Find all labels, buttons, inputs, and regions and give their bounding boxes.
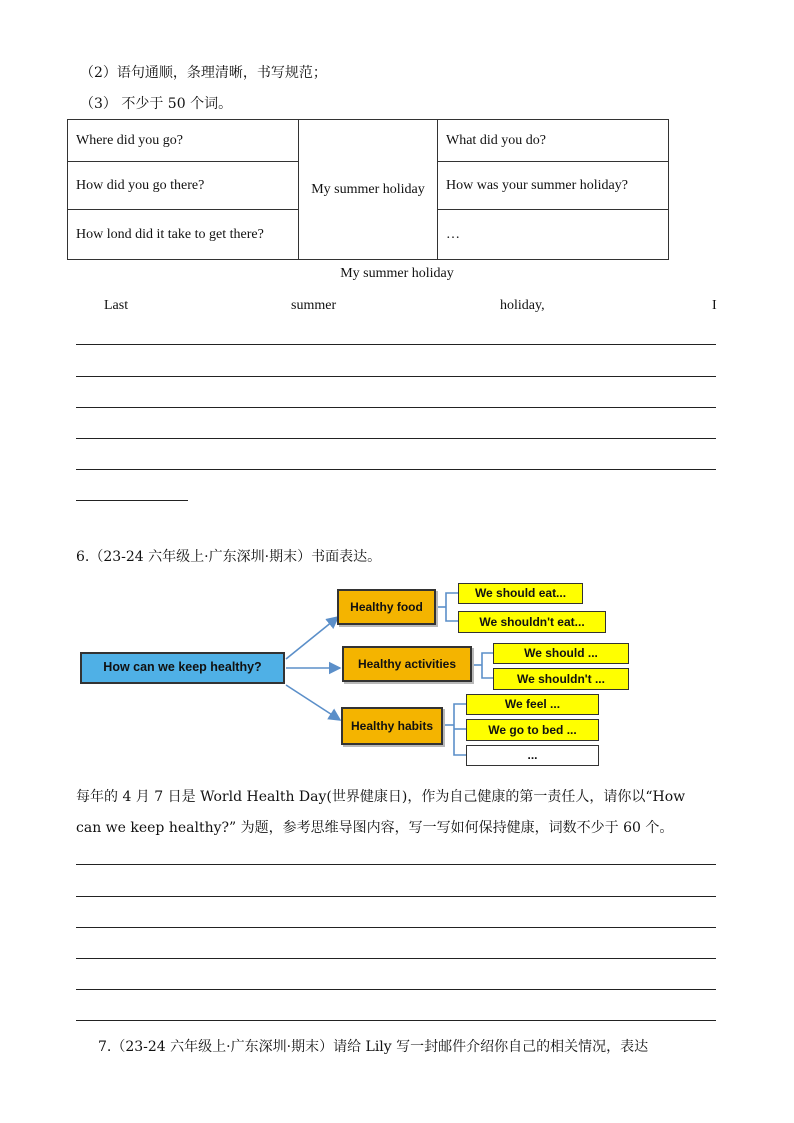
writing-line[interactable]	[76, 376, 716, 377]
question-6-heading: 6.（23-24 六年级上·广东深圳·期末）书面表达。	[76, 549, 382, 565]
table-cell: What did you do?	[438, 120, 669, 162]
starter-word: holiday,	[500, 298, 545, 313]
leaf-node: We should ...	[493, 643, 629, 664]
essay-title: My summer holiday	[340, 266, 454, 281]
writing-line[interactable]	[76, 344, 716, 345]
table-cell: How was your summer holiday?	[438, 162, 669, 210]
writing-line[interactable]	[76, 469, 716, 470]
branch-healthy-food: Healthy food	[337, 589, 436, 625]
mind-map-root: How can we keep healthy?	[80, 652, 285, 684]
writing-line[interactable]	[76, 438, 716, 439]
branch-healthy-activities: Healthy activities	[342, 646, 472, 682]
table-cell: How did you go there?	[68, 162, 299, 210]
writing-line-short[interactable]	[76, 500, 188, 501]
writing-line[interactable]	[76, 864, 716, 865]
leaf-node: ...	[466, 745, 599, 766]
writing-line[interactable]	[76, 1020, 716, 1021]
starter-word: Last	[104, 298, 129, 313]
question-6-prompt-line-2: can we keep healthy?” 为题，参考思维导图内容，写一写如何保持健康，词数不少于 60 个。	[76, 820, 674, 836]
branch-healthy-habits: Healthy habits	[341, 707, 443, 745]
requirement-2: （2）语句通顺，条理清晰，书写规范；	[80, 65, 327, 81]
leaf-node: We should eat...	[458, 583, 583, 604]
leaf-node: We shouldn't ...	[493, 668, 629, 690]
starter-word: summer	[291, 298, 337, 313]
writing-line[interactable]	[76, 896, 716, 897]
table-cell: How lond did it take to get there?	[68, 210, 299, 260]
writing-line[interactable]	[76, 958, 716, 959]
writing-line[interactable]	[76, 927, 716, 928]
requirement-3: （3） 不少于 50 个词。	[80, 96, 233, 112]
writing-line[interactable]	[76, 407, 716, 408]
question-7-heading	[76, 1036, 648, 1056]
table-cell: Where did you go?	[68, 120, 299, 162]
starter-word: I	[712, 298, 717, 313]
table-cell: …	[438, 210, 669, 260]
question-6-prompt-line-1: 每年的 4 月 7 日是 World Health Day(世界健康日)，作为自己健康的第一责任人，请你以“How	[76, 789, 686, 805]
question-7-text: 7.（23-24 六年级上·广东深圳·期末）请给 Lily 写一封邮件介绍你自己的相关情况，表达	[98, 1039, 649, 1055]
summer-holiday-question-table	[67, 119, 669, 260]
table-center-cell: My summer holiday	[299, 120, 438, 260]
leaf-node: We feel ...	[466, 694, 599, 715]
leaf-node: We go to bed ...	[466, 719, 599, 741]
writing-line[interactable]	[76, 989, 716, 990]
leaf-node: We shouldn't eat...	[458, 611, 606, 633]
